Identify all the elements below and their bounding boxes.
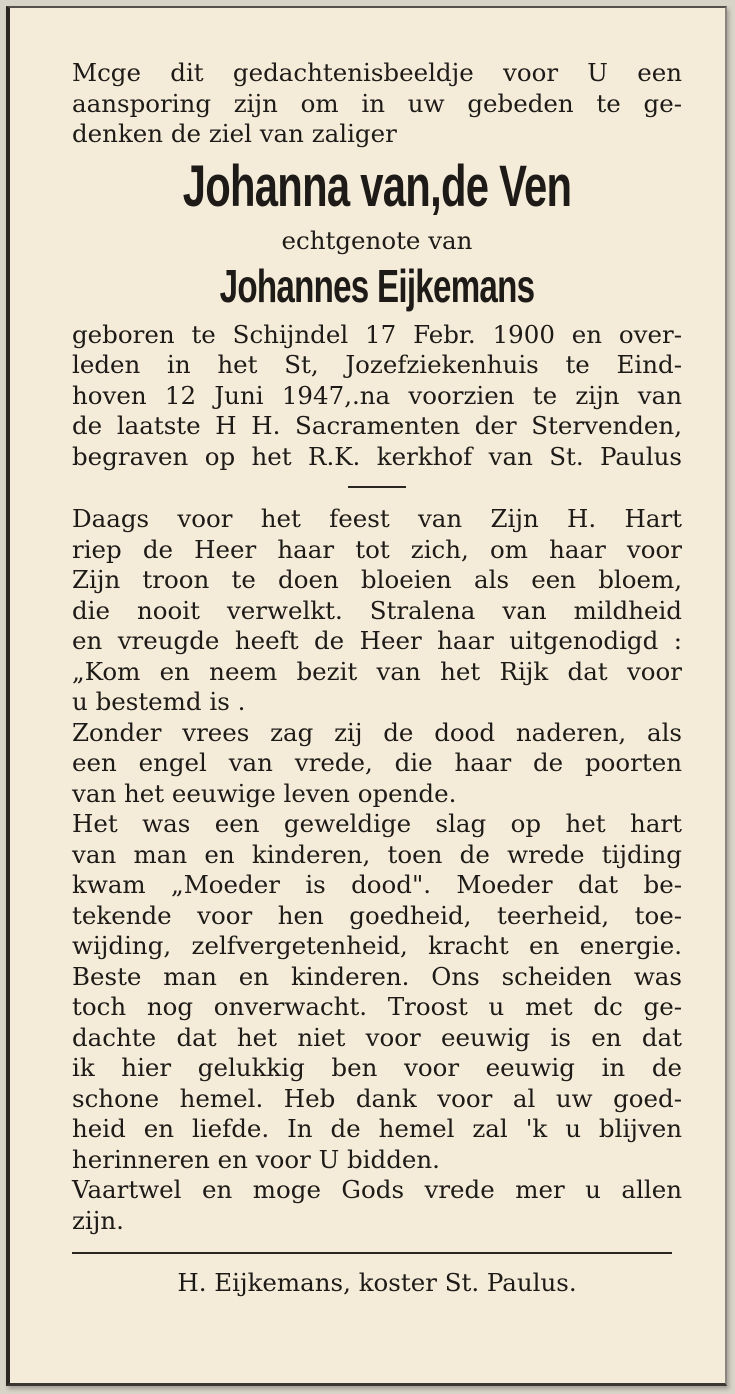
text-line: en vreugde heeft de Heer haar uitgenodigd :	[72, 626, 682, 655]
birth-death-line: begraven op het R.K. kerkhof van St. Paulus	[72, 441, 682, 471]
text-line: ik hier gelukkig ben voor eeuwig in de	[72, 1053, 682, 1082]
paragraph-4	[72, 962, 682, 1176]
text-line: dachte dat het niet voor eeuwig is en dat	[72, 1022, 682, 1052]
text-line: Beste man en kinderen. Ons scheiden was	[72, 961, 682, 991]
spouse-label: echtgenote van	[281, 225, 473, 255]
birth-death-text	[72, 320, 682, 473]
intro-text	[72, 58, 682, 150]
card-content	[72, 58, 682, 1298]
text-line: Zijn troon te doen bloeien als een bloem,	[72, 565, 682, 594]
text-line: Het was een geweldige slag op het hart	[72, 809, 682, 838]
long-divider	[72, 1252, 672, 1254]
text-line: wijding, zelfvergetenheid, kracht en energie.	[72, 931, 682, 960]
deceased-name: Johanna van,de Ven	[182, 153, 572, 219]
text-line: Zonder vrees zag zij de dood naderen, als	[72, 717, 682, 747]
text-line: kwam „Moeder is dood". Moeder dat be-	[72, 870, 682, 899]
text-line: van man en kinderen, toen de wrede tijding	[72, 839, 682, 869]
text-line: herinneren en voor U bidden.	[72, 1144, 440, 1174]
text-line: van het eeuwige leven opende.	[72, 778, 457, 808]
birth-death-line: leden in het St, Jozefziekenhuis te Eind-	[72, 350, 682, 379]
text-line: u bestemd is .	[72, 687, 246, 716]
text-line: zijn.	[72, 1205, 124, 1235]
text-line: tekende voor hen goedheid, teerheid, toe-	[72, 900, 682, 930]
text-line: heid en liefde. In de hemel zal 'k u blijven	[72, 1114, 682, 1143]
text-line: „Kom en neem bezit van het Rijk dat voor	[72, 656, 682, 686]
paragraph-2	[72, 718, 682, 810]
paragraph-1	[72, 504, 682, 718]
birth-death-line: hoven 12 Juni 1947,.na voorzien te zijn van	[72, 380, 682, 410]
intro-line: Mcge dit gedachtenisbeeldje voor U een	[72, 58, 682, 87]
text-line: schone hemel. Heb dank voor al uw goed-	[72, 1083, 682, 1113]
signature: H. Eijkemans, koster St. Paulus.	[177, 1268, 577, 1297]
text-line: een engel van vrede, die haar de poorten	[72, 748, 682, 777]
short-divider	[348, 486, 406, 488]
text-line: die nooit verwelkt. Stralena van mildheid	[72, 595, 682, 625]
birth-death-line: de laatste H H. Sacramenten der Stervenden,	[72, 411, 682, 440]
text-line: toch nog onverwacht. Troost u met dc ge-	[72, 992, 682, 1021]
text-line: riep de Heer haar tot zich, om haar voor	[72, 534, 682, 564]
memorial-card	[6, 6, 727, 1386]
birth-death-line: geboren te Schijndel 17 Febr. 1900 en over-	[72, 319, 682, 349]
paragraph-3	[72, 809, 682, 962]
text-line: Daags voor het feest van Zijn H. Hart	[72, 504, 682, 533]
paragraph-5	[72, 1175, 682, 1236]
intro-line: aansporing zijn om in uw gebeden te ge-	[72, 88, 682, 118]
spouse-name: Johannes Eijkemans	[219, 259, 535, 312]
text-line: Vaartwel en moge Gods vrede mer u allen	[72, 1175, 682, 1204]
intro-line: denken de ziel van zaliger	[72, 119, 397, 148]
